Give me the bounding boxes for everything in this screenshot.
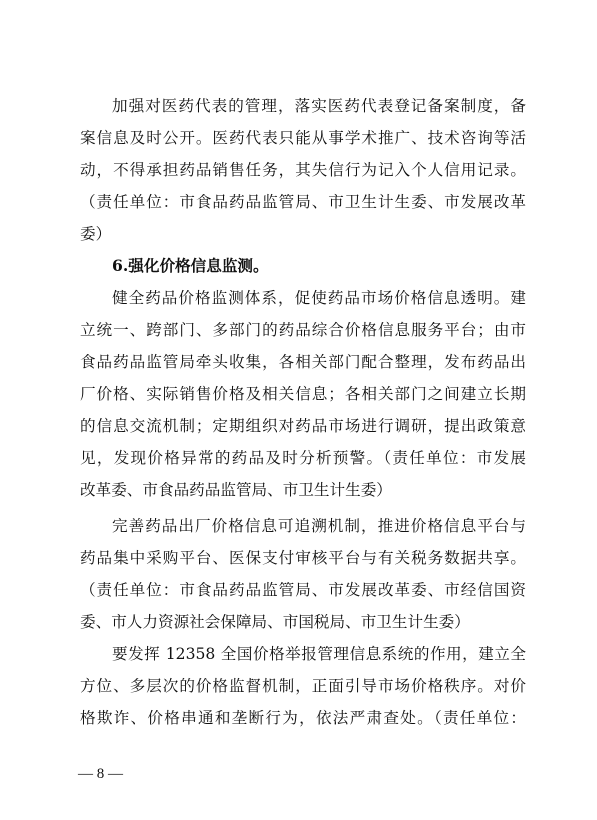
paragraph-line: 动，不得承担药品销售任务，其失信行为记入个人信用记录。	[80, 161, 526, 179]
paragraph-line: 要发挥 12358 全国价格举报管理信息系统的作用，建立全	[112, 645, 526, 663]
paragraph-line: 厂价格、实际销售价格及相关信息；各相关部门之间建立长期	[80, 385, 526, 403]
paragraph-line: （责任单位：市食品药品监管局、市发展改革委、市经信国资	[80, 581, 526, 599]
paragraph-line: 改革委、市食品药品监管局、市卫生计生委）	[80, 481, 392, 499]
paragraph-line: （责任单位：市食品药品监管局、市卫生计生委、市发展改革	[80, 193, 526, 211]
paragraph-line: 加强对医药代表的管理，落实医药代表登记备案制度，备	[112, 97, 526, 115]
paragraph-line: 委）	[80, 225, 112, 243]
paragraph-line: 委、市人力资源社会保障局、市国税局、市卫生计生委）	[80, 613, 470, 631]
section-heading: 6.强化价格信息监测。	[112, 256, 269, 275]
paragraph-line: 的信息交流机制；定期组织对药品市场进行调研，提出政策意	[80, 417, 526, 435]
paragraph-line: 格欺诈、价格串通和垄断行为，依法严肃查处。（责任单位：	[80, 709, 526, 727]
paragraph-line: 健全药品价格监测体系，促使药品市场价格信息透明。建	[112, 289, 526, 307]
paragraph-line: 案信息及时公开。医药代表只能从事学术推广、技术咨询等活	[80, 129, 526, 147]
paragraph-line: 食品药品监管局牵头收集，各相关部门配合整理，发布药品出	[80, 353, 526, 371]
paragraph-line: 药品集中采购平台、医保支付审核平台与有关税务数据共享。	[80, 549, 526, 567]
paragraph-line: 完善药品出厂价格信息可追溯机制，推进价格信息平台与	[112, 517, 526, 535]
page-number: — 8 —	[78, 766, 123, 782]
paragraph-line: 立统一、跨部门、多部门的药品综合价格信息服务平台；由市	[80, 321, 526, 339]
paragraph-line: 方位、多层次的价格监督机制，正面引导市场价格秩序。对价	[80, 677, 526, 695]
paragraph-line: 见，发现价格异常的药品及时分析预警。（责任单位：市发展	[80, 449, 526, 467]
